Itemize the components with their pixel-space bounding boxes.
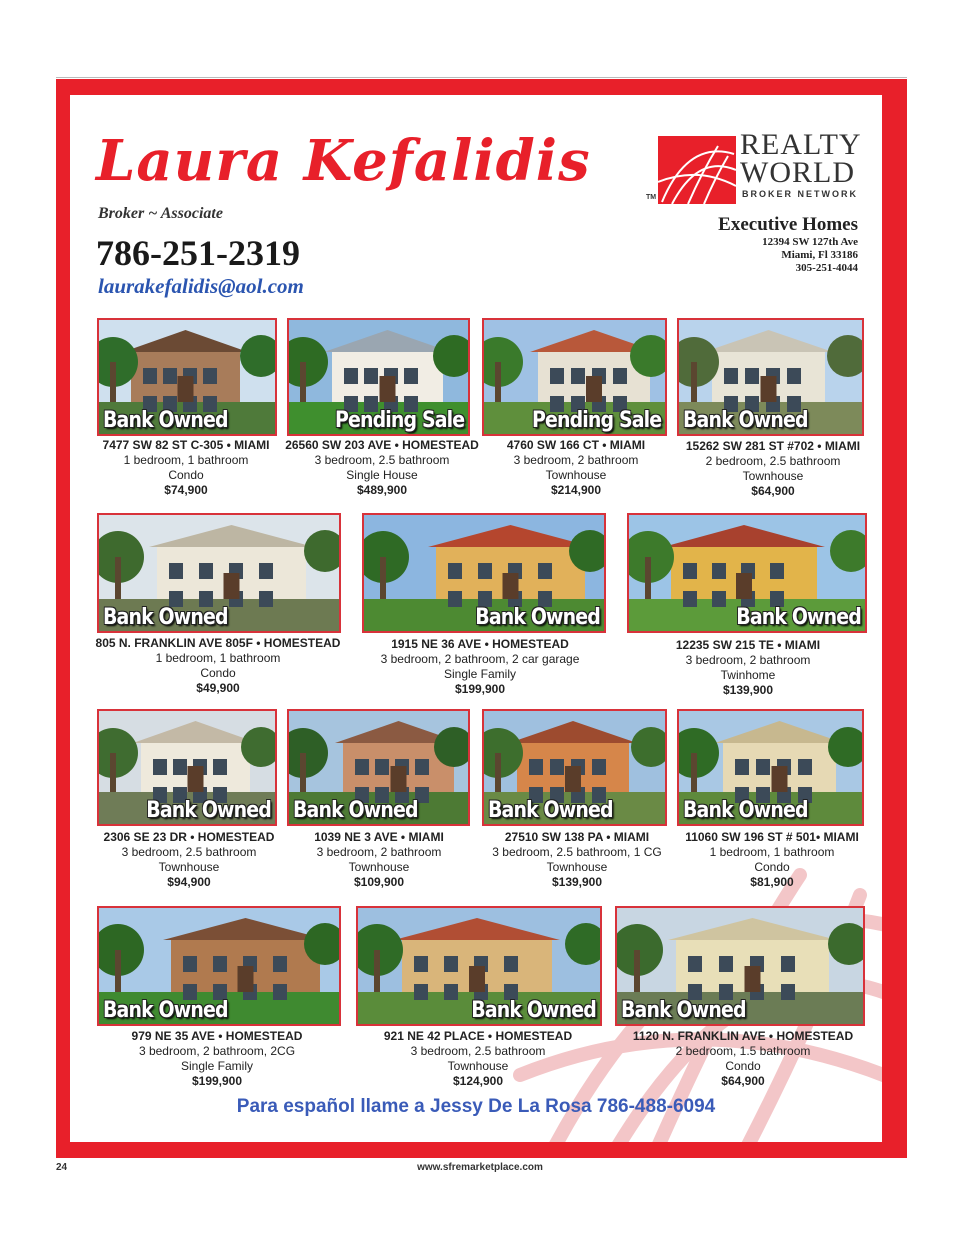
listing-status-badge: Bank Owned [103, 998, 228, 1023]
office-address2: Miami, Fl 33186 [781, 249, 858, 261]
agent-email[interactable]: laurakefalidis@aol.com [98, 274, 304, 298]
office-block [640, 214, 858, 275]
listing-type: Twinhome [720, 668, 776, 682]
listing-price: $74,900 [164, 483, 208, 497]
listing-address: 27510 SW 138 PA • MIAMI [504, 830, 650, 844]
listing-status-badge: Bank Owned [488, 798, 613, 823]
listing-status-badge: Bank Owned [293, 798, 418, 823]
listing-type: Condo [168, 468, 204, 482]
listing-price: $139,900 [722, 683, 774, 697]
listing-photo[interactable] [627, 513, 867, 633]
listing-rooms: 3 bedroom, 2 bathroom [685, 653, 811, 667]
listing-info [330, 637, 630, 697]
listing-status-badge: Bank Owned [475, 605, 600, 630]
listing-status-badge: Bank Owned [621, 998, 746, 1023]
listing-rooms: 3 bedroom, 2.5 bathroom [121, 845, 257, 859]
trademark-mark: TM [646, 194, 657, 201]
listing-price: $489,900 [356, 483, 408, 497]
office-name: Executive Homes [718, 214, 858, 235]
listing-address: 805 N. FRANKLIN AVE 805F • HOMESTEAD [95, 636, 341, 650]
listing-type: Condo [200, 666, 236, 680]
listing-info [622, 830, 922, 890]
listing-photo[interactable] [482, 709, 667, 826]
listing-address: 12235 SW 215 TE • MIAMI [675, 638, 821, 652]
listing-address: 1039 NE 3 AVE • MIAMI [314, 830, 444, 844]
listing-rooms: 3 bedroom, 2 bathroom, 2CG [138, 1044, 296, 1058]
listing-photo[interactable] [287, 318, 470, 436]
listing-address: 7477 SW 82 ST C-305 • MIAMI [102, 438, 270, 452]
spanish-contact: Para español llame a Jessy De La Rosa 786-488-6094 [236, 1096, 716, 1117]
office-phone: 305-251-4044 [795, 262, 858, 274]
listing-type: Condo [754, 860, 790, 874]
listing-rooms: 1 bedroom, 1 bathroom [123, 453, 249, 467]
listing-info [67, 1029, 367, 1089]
listing-price: $81,900 [750, 875, 794, 889]
listing-photo[interactable] [362, 513, 606, 633]
listing-address: 4760 SW 166 CT • MIAMI [506, 438, 646, 452]
listing-address: 2306 SE 23 DR • HOMESTEAD [103, 830, 275, 844]
listing-rooms: 3 bedroom, 2.5 bathroom, 1 CG [492, 845, 662, 859]
office-address1: 12394 SW 127th Ave [762, 236, 858, 248]
listing-price: $199,900 [454, 682, 506, 696]
brand-line2: WORLD [740, 156, 855, 189]
listing-rooms: 3 bedroom, 2 bathroom [513, 453, 639, 467]
listing-rooms: 2 bedroom, 2.5 bathroom [705, 454, 841, 468]
listing-photo[interactable] [97, 318, 277, 436]
listing-type: Townhouse [546, 860, 608, 874]
globe-icon [658, 136, 736, 204]
listing-address: 921 NE 42 PLACE • HOMESTEAD [383, 1029, 573, 1043]
listing-status-badge: Bank Owned [103, 605, 228, 630]
top-rule [56, 77, 907, 78]
listing-type: Townhouse [447, 1059, 509, 1073]
listing-address: 979 NE 35 AVE • HOMESTEAD [131, 1029, 303, 1043]
listing-price: $94,900 [167, 875, 211, 889]
listing-status-badge: Bank Owned [146, 798, 271, 823]
listing-type: Townhouse [348, 860, 410, 874]
listing-photo[interactable] [97, 709, 277, 826]
listing-price: $124,900 [452, 1074, 504, 1088]
listing-price: $109,900 [353, 875, 405, 889]
listing-info [68, 636, 368, 696]
listing-info [593, 1029, 893, 1089]
agent-title: Broker ~ Associate [98, 205, 223, 222]
listing-price: $49,900 [196, 681, 240, 695]
listing-photo[interactable] [97, 906, 341, 1026]
agent-name: Laura Kefalidis [96, 128, 591, 194]
listing-photo[interactable] [677, 709, 864, 826]
listing-price: $64,900 [721, 1074, 765, 1088]
listing-photo[interactable] [677, 318, 864, 436]
listing-status-badge: Bank Owned [683, 408, 808, 433]
listing-rooms: 3 bedroom, 2.5 bathroom [410, 1044, 546, 1058]
listing-photo[interactable] [482, 318, 667, 436]
agent-phone: 786-251-2319 [96, 233, 300, 273]
listing-address: 11060 SW 196 ST # 501• MIAMI [685, 830, 859, 844]
listing-status-badge: Pending Sale [334, 408, 464, 433]
listing-photo[interactable] [615, 906, 865, 1026]
listing-price: $214,900 [550, 483, 602, 497]
page-number: 24 [56, 1162, 68, 1173]
listing-photo[interactable] [287, 709, 470, 826]
listing-rooms: 1 bedroom, 1 bathroom [709, 845, 835, 859]
brand-line1: REALTY [740, 128, 862, 161]
listing-address: 26560 SW 203 AVE • HOMESTEAD [285, 438, 479, 452]
listing-type: Townhouse [742, 469, 804, 483]
listing-status-badge: Bank Owned [683, 798, 808, 823]
listing-price: $64,900 [751, 484, 795, 498]
listing-rooms: 1 bedroom, 1 bathroom [155, 651, 281, 665]
page-url[interactable]: www.sfremarketplace.com [417, 1162, 543, 1173]
listing-info [598, 638, 898, 698]
listing-rooms: 3 bedroom, 2 bathroom, 2 car garage [380, 652, 580, 666]
listing-type: Townhouse [545, 468, 607, 482]
listing-info [328, 1029, 628, 1089]
listing-status-badge: Pending Sale [531, 408, 661, 433]
listing-rooms: 3 bedroom, 2 bathroom [316, 845, 442, 859]
listing-info [623, 439, 923, 499]
listing-address: 1120 N. FRANKLIN AVE • HOMESTEAD [632, 1029, 854, 1043]
listing-type: Townhouse [158, 860, 220, 874]
listing-type: Single Family [180, 1059, 254, 1073]
listing-rooms: 3 bedroom, 2.5 bathroom [314, 453, 450, 467]
listing-status-badge: Bank Owned [103, 408, 228, 433]
listing-address: 1915 NE 36 AVE • HOMESTEAD [391, 637, 569, 651]
listing-status-badge: Bank Owned [736, 605, 861, 630]
brand-line3: BROKER NETWORK [742, 189, 858, 199]
listing-type: Single Family [443, 667, 517, 681]
listing-rooms: 2 bedroom, 1.5 bathroom [675, 1044, 811, 1058]
listing-price: $139,900 [551, 875, 603, 889]
listing-address: 15262 SW 281 ST #702 • MIAMI [685, 439, 861, 453]
listing-type: Single House [346, 468, 418, 482]
listing-photo[interactable] [356, 906, 602, 1026]
listing-photo[interactable] [97, 513, 341, 633]
listing-status-badge: Bank Owned [471, 998, 596, 1023]
listing-price: $199,900 [191, 1074, 243, 1088]
listing-type: Condo [725, 1059, 761, 1073]
